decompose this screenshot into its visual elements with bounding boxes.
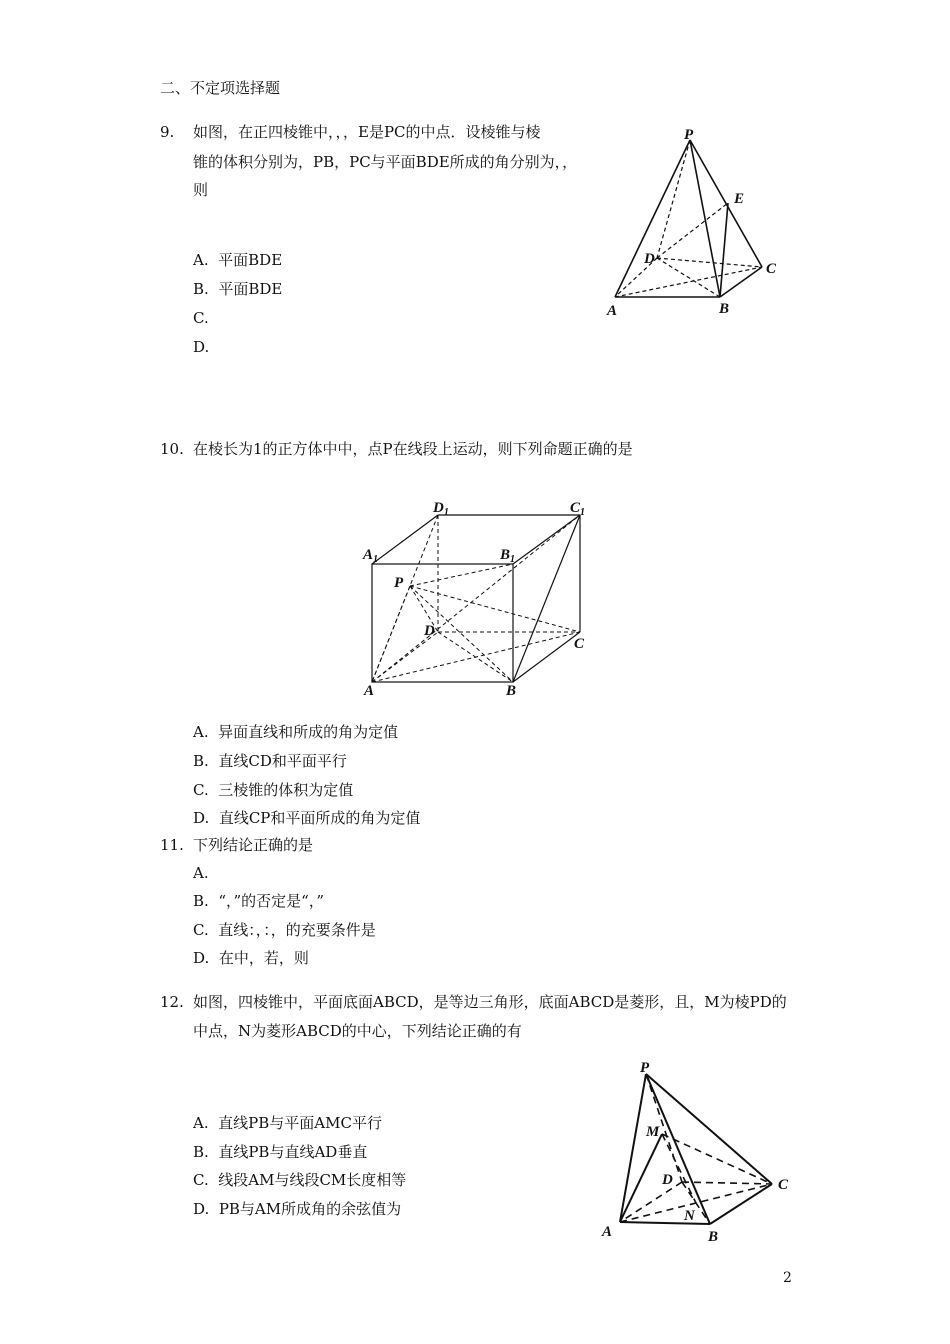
label-d: D <box>424 623 435 639</box>
q9-stem-line2: 锥的体积分别为，PB，PC与平面BDE所成的角分别为，， <box>193 153 578 171</box>
option-text: 平面BDE <box>218 251 283 269</box>
option-key: D. <box>193 338 210 356</box>
label-p: P <box>640 1060 650 1076</box>
option-key: A. <box>193 251 209 269</box>
q12-stem-line2: 中点，N为菱形ABCD的中心，下列结论正确的有 <box>193 1022 522 1040</box>
q12-pyramid-figure <box>598 1058 798 1248</box>
label-c: C <box>766 261 777 277</box>
q12-number: 12. <box>160 993 184 1011</box>
option-key: B. <box>193 1143 209 1161</box>
option-text: 在中，若，则 <box>218 949 309 967</box>
label-p: P <box>394 575 404 591</box>
q9-option-a <box>193 250 282 270</box>
label-m: M <box>646 1124 660 1140</box>
label-d: D <box>662 1172 673 1188</box>
option-text: 直线PB与直线AD垂直 <box>218 1143 368 1161</box>
label-d: D <box>644 251 655 267</box>
label-b: B <box>708 1229 719 1245</box>
q11-option-c <box>193 920 376 940</box>
q12-option-b <box>193 1142 367 1162</box>
q10-option-a <box>193 722 398 742</box>
option-text: 线段AM与线段CM长度相等 <box>218 1171 407 1189</box>
option-text: 直线CD和平面平行 <box>218 752 347 770</box>
label-e: E <box>734 191 745 207</box>
label-a: A <box>364 683 375 699</box>
option-text: 直线CP和平面所成的角为定值 <box>218 809 421 827</box>
q10-number: 10. <box>160 440 184 458</box>
option-text: 平面BDE <box>218 280 283 298</box>
label-p: P <box>684 127 694 143</box>
q9-number: 9. <box>160 123 175 141</box>
option-key: D. <box>193 1200 210 1218</box>
q9-pyramid-figure <box>600 125 800 325</box>
option-text: 直线PB与平面AMC平行 <box>218 1114 382 1132</box>
option-key: B. <box>193 280 209 298</box>
q12-option-a <box>193 1113 382 1133</box>
option-key: D. <box>193 809 210 827</box>
option-key: C. <box>193 1171 209 1189</box>
label-d1: $D_1$ <box>433 500 449 518</box>
q11-option-d <box>193 948 309 968</box>
label-a: A <box>602 1224 613 1240</box>
q10-stem: 在棱长为1的正方体中中，点P在线段上运动，则下列命题正确的是 <box>193 440 633 458</box>
label-b1: $B_1$ <box>500 547 516 565</box>
option-key: D. <box>193 949 210 967</box>
q11-stem: 下列结论正确的是 <box>193 836 314 854</box>
label-n: N <box>684 1208 695 1224</box>
label-b: B <box>506 683 517 699</box>
q9-option-b <box>193 279 282 299</box>
label-a1: $A_1$ <box>363 547 379 565</box>
q12-stem-line1: 如图，四棱锥中，平面底面ABCD，是等边三角形，底面ABCD是菱形，且，M为棱PD的 <box>193 993 787 1011</box>
label-a: A <box>607 303 618 319</box>
q10-option-d <box>193 808 420 828</box>
option-key: A. <box>193 1114 209 1132</box>
option-text: PB与AM所成角的余弦值为 <box>218 1200 402 1218</box>
option-key: B. <box>193 752 209 770</box>
option-key: B. <box>193 892 209 910</box>
option-key: A. <box>193 723 209 741</box>
label-c: C <box>574 636 585 652</box>
option-text: 直线：，：，的充要条件是 <box>218 921 376 939</box>
q11-option-a <box>193 863 209 883</box>
option-text: “，”的否定是“，” <box>218 892 325 910</box>
option-key: A. <box>193 864 209 882</box>
option-key: C. <box>193 309 209 327</box>
q9-option-c <box>193 308 209 328</box>
q9-option-d <box>193 337 209 357</box>
option-key: C. <box>193 921 209 939</box>
q12-option-c <box>193 1170 406 1190</box>
option-text: 异面直线和所成的角为定值 <box>218 723 399 741</box>
section-title: 二、不定项选择题 <box>160 79 281 97</box>
q10-cube-figure <box>360 498 600 703</box>
q9-stem-line1: 如图，在正四棱锥中，，，E是PC的中点．设棱锥与棱 <box>193 123 541 141</box>
option-text: 三棱锥的体积为定值 <box>218 781 354 799</box>
q10-option-c <box>193 780 353 800</box>
q9-stem-line3: 则 <box>193 181 209 199</box>
q12-option-d <box>193 1199 401 1219</box>
q10-option-b <box>193 751 347 771</box>
page-number: 2 <box>783 1270 792 1286</box>
option-key: C. <box>193 781 209 799</box>
q11-number: 11. <box>160 836 184 854</box>
label-c: C <box>778 1177 789 1193</box>
label-b: B <box>719 301 730 317</box>
label-c1: $C_1$ <box>570 500 586 518</box>
q11-option-b <box>193 891 324 911</box>
